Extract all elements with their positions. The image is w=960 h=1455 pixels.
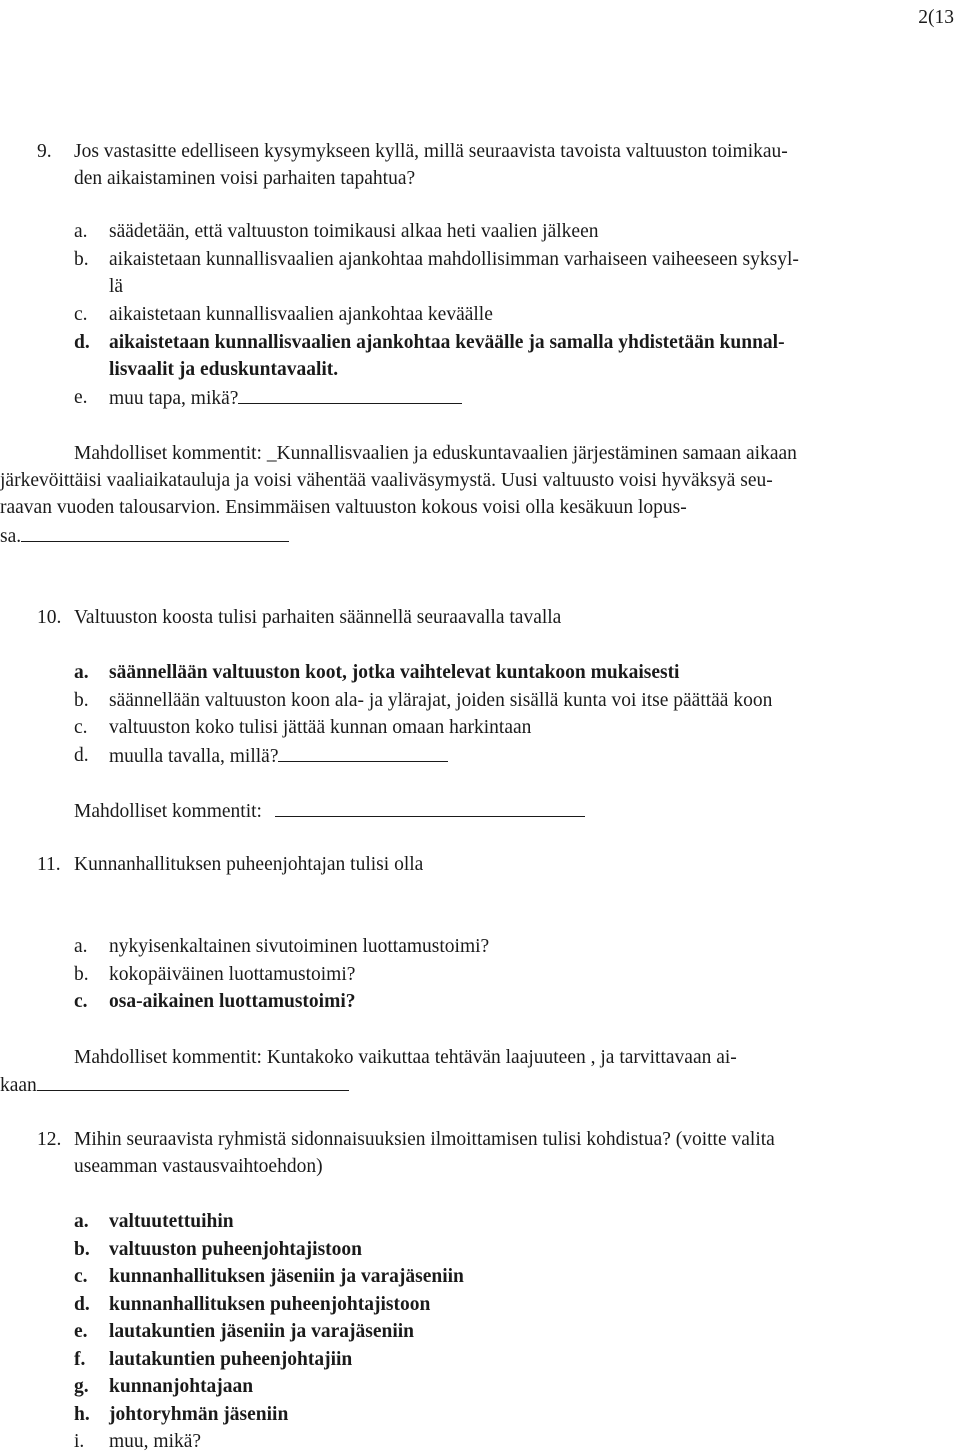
- option-letter: d.: [74, 332, 90, 353]
- comment-text: järkevöittäisi vaaliaikatauluja ja voisi vähentää vaaliväsymystä. Uusi valtuusto voisi hyväksyä seu-: [0, 470, 773, 491]
- question-text: Mihin seuraavista ryhmistä sidonnaisuuksien ilmoittamisen tulisi kohdistua? (voitte valita: [74, 1129, 775, 1150]
- option-text: säännellään valtuuston koon ala- ja ylärajat, joiden sisällä kunta voi itse päättää koon: [109, 690, 773, 711]
- question-text: den aikaistaminen voisi parhaiten tapahtua?: [74, 168, 416, 189]
- option-text: säännellään valtuuston koot, jotka vaihtelevat kuntakoon mukaisesti: [109, 662, 680, 683]
- answer-blank[interactable]: [278, 742, 448, 762]
- option-letter: g.: [74, 1376, 89, 1397]
- option-text: [109, 742, 448, 770]
- option-text: aikaistetaan kunnallisvaalien ajankohtaa mahdollisimman varhaiseen vaiheeseen syksyl-: [109, 249, 799, 270]
- option-letter: a.: [74, 221, 88, 242]
- answer-blank[interactable]: [238, 384, 462, 404]
- option-text: kunnanjohtajaan: [109, 1376, 254, 1397]
- question-text: Jos vastasitte edelliseen kysymykseen kyllä, millä seuraavista tavoista valtuuston toimikau-: [74, 141, 788, 162]
- option-letter: c.: [74, 304, 88, 325]
- question-text: Kunnanhallituksen puheenjohtajan tulisi olla: [74, 854, 424, 875]
- option-text: johtoryhmän jäseniin: [109, 1404, 289, 1425]
- comment-blank[interactable]: [21, 522, 289, 542]
- option-letter: e.: [74, 387, 88, 408]
- comment-text: Mahdolliset kommentit: _Kunnallisvaalien ja eduskuntavaalien järjestäminen samaan aikaan: [74, 443, 797, 464]
- option-letter: b.: [74, 249, 89, 270]
- question-text: Valtuuston koosta tulisi parhaiten säännellä seuraavalla tavalla: [74, 607, 562, 628]
- question-number: 10.: [37, 607, 62, 628]
- option-letter: d.: [74, 745, 89, 766]
- comment-text-end: sa.: [0, 526, 22, 547]
- option-text: aikaistetaan kunnallisvaalien ajankohtaa keväälle: [109, 304, 493, 325]
- question-number: 11.: [37, 854, 61, 875]
- option-text: säädetään, että valtuuston toimikausi alkaa heti vaalien jälkeen: [109, 221, 599, 242]
- option-letter: b.: [74, 690, 89, 711]
- comment-text: Mahdolliset kommentit: Kuntakoko vaikuttaa tehtävän laajuuteen , ja tarvittavaan ai-: [74, 1047, 737, 1068]
- option-letter: b.: [74, 964, 89, 985]
- option-letter: a.: [74, 662, 89, 683]
- option-letter: c.: [74, 991, 88, 1012]
- option-text: valtuuston koko tulisi jättää kunnan omaan harkintaan: [109, 717, 532, 738]
- option-letter: a.: [74, 936, 88, 957]
- option-letter: c.: [74, 1266, 88, 1287]
- option-letter: c.: [74, 717, 88, 738]
- comment-label: [74, 797, 585, 825]
- comment-blank[interactable]: [37, 1071, 349, 1091]
- option-text: kunnanhallituksen puheenjohtajistoon: [109, 1294, 431, 1315]
- option-text: kunnanhallituksen jäseniin ja varajäseniin: [109, 1266, 464, 1287]
- comment-text: [0, 522, 289, 550]
- option-text: valtuuston puheenjohtajistoon: [109, 1239, 363, 1260]
- option-text: lautakuntien puheenjohtajiin: [109, 1349, 353, 1370]
- comment-text-end: kaan: [0, 1075, 37, 1096]
- question-number: 9.: [37, 141, 52, 162]
- comment-label-text: Mahdolliset kommentit:: [74, 801, 262, 822]
- option-text: lisvaalit ja eduskuntavaalit.: [109, 359, 339, 380]
- comment-text: raavan vuoden talousarvion. Ensimmäisen valtuuston kokous voisi olla kesäkuun lopus-: [0, 497, 687, 518]
- option-letter: e.: [74, 1321, 88, 1342]
- question-text: useamman vastausvaihtoehdon): [74, 1156, 323, 1177]
- option-letter: h.: [74, 1404, 90, 1425]
- page-number: 2(13: [918, 7, 954, 28]
- option-letter: d.: [74, 1294, 90, 1315]
- option-text: osa-aikainen luottamustoimi?: [109, 991, 356, 1012]
- comment-text: [0, 1071, 349, 1099]
- option-text: lautakuntien jäseniin ja varajäseniin: [109, 1321, 415, 1342]
- option-text: muu, mikä?: [109, 1431, 202, 1452]
- option-text-label: muulla tavalla, millä?: [109, 746, 279, 767]
- option-text: lä: [109, 276, 124, 297]
- comment-blank[interactable]: [275, 797, 585, 817]
- option-text-label: muu tapa, mikä?: [109, 388, 239, 409]
- option-letter: a.: [74, 1211, 89, 1232]
- option-text: nykyisenkaltainen sivutoiminen luottamustoimi?: [109, 936, 490, 957]
- option-text: kokopäiväinen luottamustoimi?: [109, 964, 356, 985]
- option-letter: b.: [74, 1239, 90, 1260]
- option-letter: i.: [74, 1431, 85, 1452]
- option-letter: f.: [74, 1349, 86, 1370]
- option-text: aikaistetaan kunnallisvaalien ajankohtaa keväälle ja samalla yhdistetään kunnal-: [109, 332, 785, 353]
- option-text: [109, 384, 462, 412]
- question-number: 12.: [37, 1129, 62, 1150]
- option-text: valtuutettuihin: [109, 1211, 234, 1232]
